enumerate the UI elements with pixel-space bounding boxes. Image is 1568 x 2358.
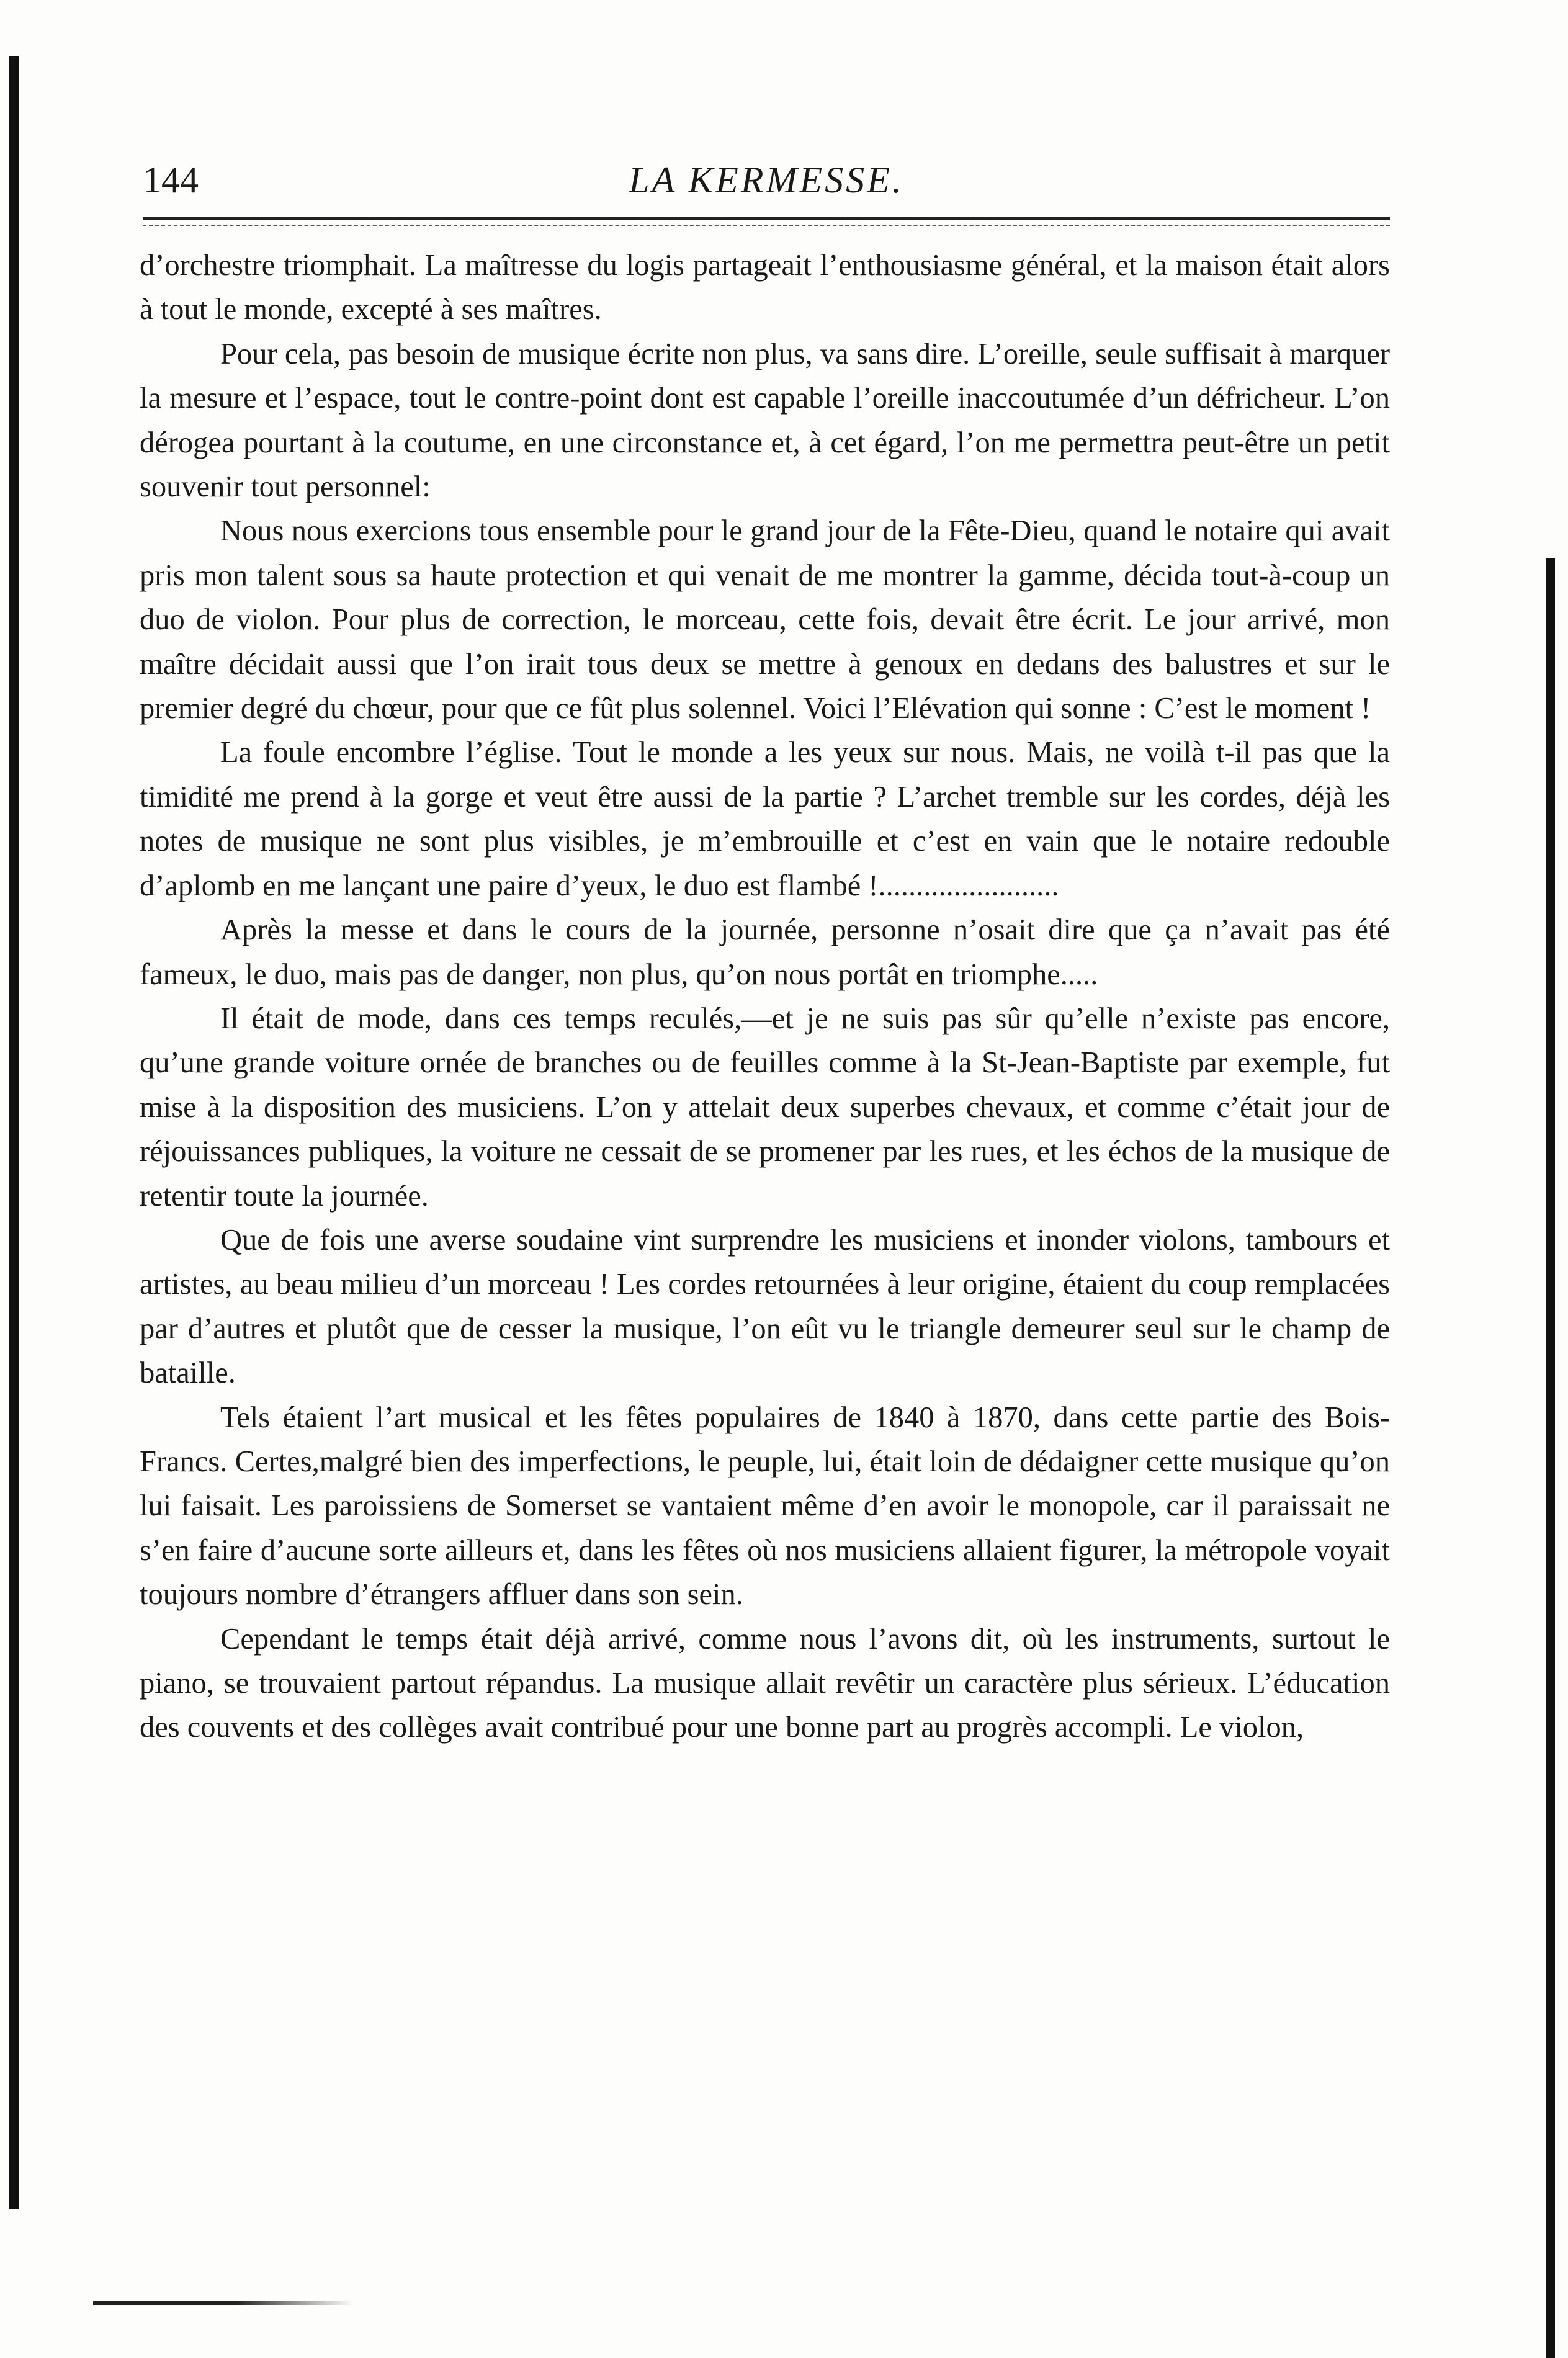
paragraph: Nous nous exercions tous ensemble pour le grand jour de la Fête-Dieu, quand le notaire qui avait pris mon talent sous sa haute protection et qui venait de me montrer la gamme, décida tout-à-coup un duo de violon. Pour plus de correction, le morceau, cette fois, devait être écrit. Le jour arrivé, mon maître décidait aussi que l’on irait tous deux se mettre à genoux en dedans des balustres et sur le premier degré du chœur, pour que ce fût plus solennel. Voici l’Elévation qui sonne : C’est le moment ! (140, 514, 1390, 725)
paragraph: Tels étaient l’art musical et les fêtes populaires de 1840 à 1870, dans cette partie des Bois-Francs. Certes,malgré bien des imperfections, le peuple, lui, était loin de dédaigner cette musique qu’on lui faisait. Les paroissiens de Somerset se vantaient même d’en avoir le monopole, car il paraissait ne s’en faire d’aucune sorte ailleurs et, dans les fêtes où nos musiciens allaient figurer, la métropole voyait toujours nombre d’étrangers affluer dans son sein. (140, 1401, 1390, 1612)
page-number: 144 (143, 159, 199, 200)
paragraph: Pour cela, pas besoin de musique écrite non plus, va sans dire. L’oreille, seule suffisait à marquer la mesure et l’espace, tout le contre-point dont est capable l’oreille inaccoutumée d’un défricheur. L’on dérogea pourtant à la coutume, en une circonstance et, à cet égard, l’on me permettra peut-être un petit souvenir tout personnel: (140, 337, 1390, 504)
paragraph: Que de fois une averse soudaine vint surprendre les musiciens et inonder violons, tambours et artistes, au beau milieu d’un morceau ! Les cordes retournées à leur origine, étaient du coup remplacées par d’autres et plutôt que de cesser la musique, l’on eût vu le triangle demeurer seul sur le champ de bataille. (140, 1223, 1390, 1390)
ink-smudge (93, 2301, 354, 2305)
page-header (143, 155, 1390, 205)
paragraph: Cependant le temps était déjà arrivé, comme nous l’avons dit, où les instruments, surtout le piano, se trouvaient partout répandus. La musique allait revêtir un caractère plus sérieux. L’éducation des couvents et des collèges avait contribué pour une bonne part au progrès accompli. Le violon, (140, 1622, 1390, 1744)
header-rule (143, 217, 1390, 220)
paragraph: d’orchestre triomphait. La maîtresse du logis partageait l’enthousiasme général, et la maison était alors à tout le monde, excepté à ses maîtres. (140, 249, 1390, 326)
page-left-border (9, 56, 19, 2209)
paragraph: La foule encombre l’église. Tout le monde a les yeux sur nous. Mais, ne voilà t-il pas que la timidité me prend à la gorge et veut être aussi de la partie ? L’archet tremble sur les cordes, déjà les notes de musique ne sont plus visibles, je m’embrouille et c’est en vain que le notaire redouble d’aplomb en me lançant une paire d’yeux, le duo est flambé !........................ (140, 736, 1390, 902)
body-text (140, 243, 1390, 1750)
running-title: LA KERMESSE. (629, 159, 904, 200)
paragraph: Après la messe et dans le cours de la journée, personne n’osait dire que ça n’avait pas été fameux, le duo, mais pas de danger, non plus, qu’on nous portât en triomphe..... (140, 913, 1390, 991)
page-right-border (1546, 558, 1555, 2358)
header-rule-secondary (143, 225, 1390, 226)
paragraph: Il était de mode, dans ces temps reculés,—et je ne suis pas sûr qu’elle n’existe pas encore, qu’une grande voiture ornée de branches ou de feuilles comme à la St-Jean-Baptiste par exemple, fut mise à la disposition des musiciens. L’on y attelait deux superbes chevaux, et comme c’était jour de réjouissances publiques, la voiture ne cessait de se promener par les rues, et les échos de la musique de retentir toute la journée. (140, 1002, 1390, 1213)
